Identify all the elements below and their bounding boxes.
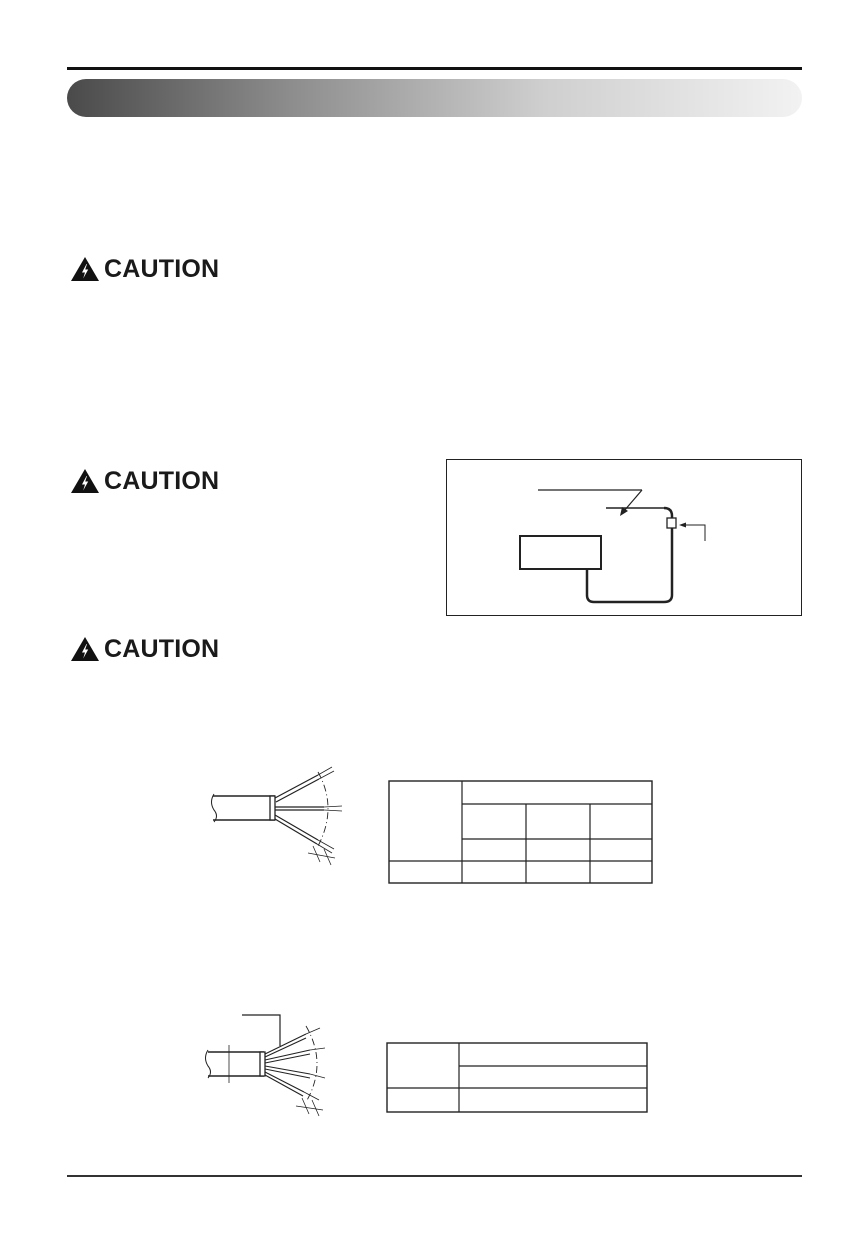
caution-heading-2 xyxy=(70,466,219,496)
wire-spec-table-2 xyxy=(386,1042,649,1114)
wire-strip-illustration-2 xyxy=(198,1012,338,1124)
high-voltage-warning-icon xyxy=(70,636,100,662)
wire-strip-illustration-1 xyxy=(200,758,350,870)
high-voltage-warning-icon xyxy=(70,468,100,494)
high-voltage-warning-icon xyxy=(70,256,100,282)
footer-rule xyxy=(67,1175,802,1177)
caution-heading-1 xyxy=(70,254,219,284)
caution-label: CAUTION xyxy=(104,635,220,663)
wiring-diagram xyxy=(446,459,802,616)
header-rule xyxy=(67,67,802,70)
caution-heading-3 xyxy=(70,634,219,664)
caution-label: CAUTION xyxy=(104,467,220,495)
wire-spec-table-1 xyxy=(388,780,654,885)
caution-label: CAUTION xyxy=(104,255,220,283)
section-title-bar xyxy=(67,79,802,117)
